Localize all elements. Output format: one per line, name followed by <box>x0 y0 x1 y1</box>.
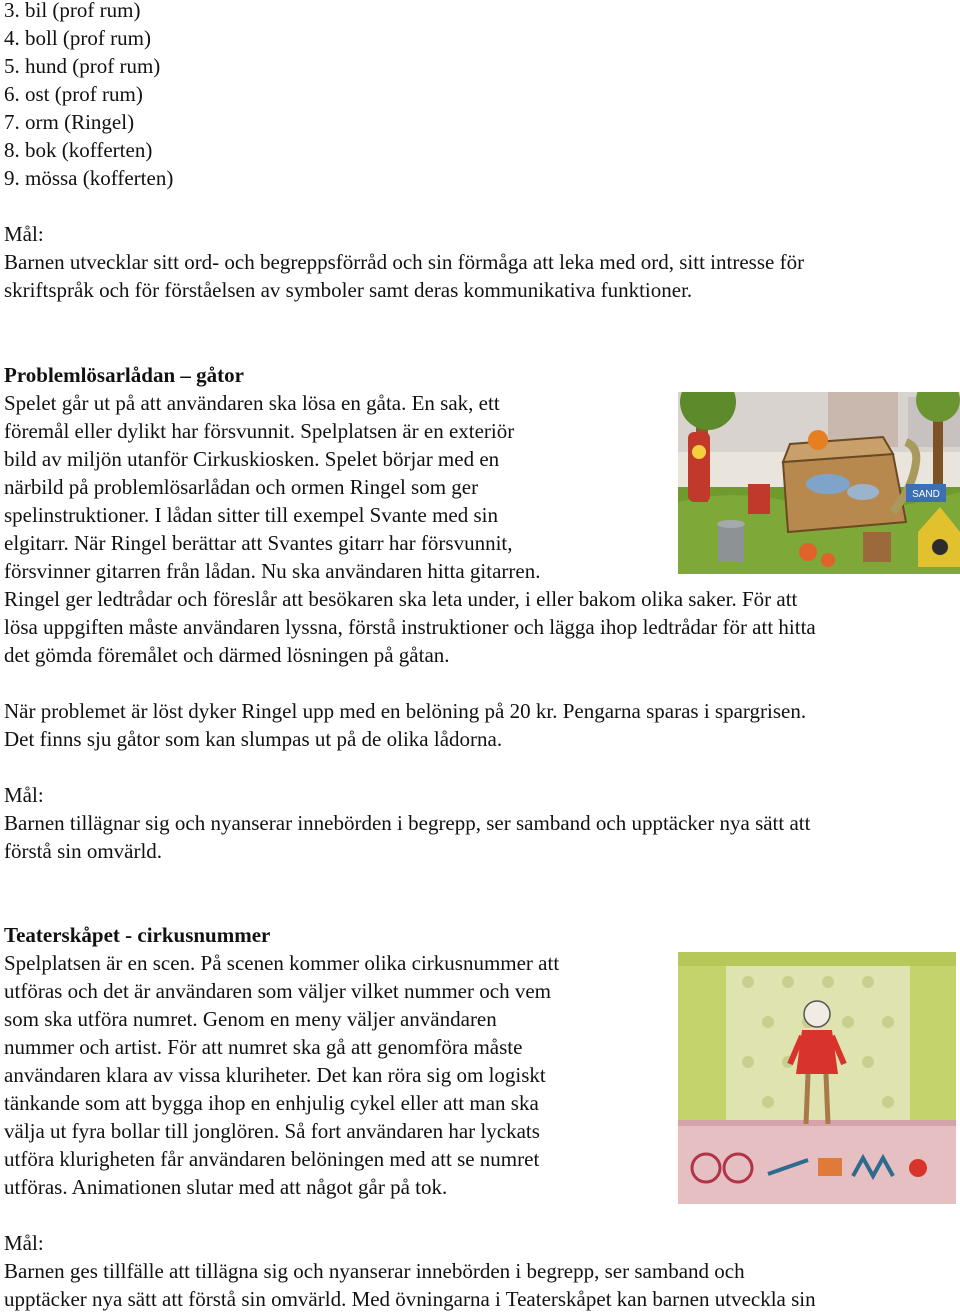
list-item: 3. bil (prof rum) <box>4 0 141 22</box>
paragraph-line: som ska utföra numret. Genom en meny väljer användaren <box>4 1007 497 1031</box>
paragraph-line: förstå sin omvärld. <box>4 839 163 863</box>
paragraph-line: tänkande som att bygga ihop en enhjulig cykel eller att man ska <box>4 1091 539 1115</box>
list-item: 5. hund (prof rum) <box>4 54 161 78</box>
section-title: Teaterskåpet - cirkusnummer <box>4 923 271 947</box>
paragraph-line: utföras. Animationen slutar med att något går på tok. <box>4 1175 448 1199</box>
paragraph-line: lösa uppgiften måste användaren lyssna, förstå instruktioner och lägga ihop ledtrådar för att hitta <box>4 615 816 639</box>
paragraph-line: det gömda föremålet och därmed lösningen på gåtan. <box>4 643 450 667</box>
goal-heading: Mål: <box>4 1231 44 1255</box>
paragraph-line: försvinner gitarren från lådan. Nu ska användaren hitta gitarren. <box>4 559 541 583</box>
list-item: 8. bok (kofferten) <box>4 138 153 162</box>
paragraph-line: utföras och det är användaren som väljer vilket nummer och vem <box>4 979 551 1003</box>
list-item: 7. orm (Ringel) <box>4 110 135 134</box>
paragraph-line: Det finns sju gåtor som kan slumpas ut på de olika lådorna. <box>4 727 503 751</box>
paragraph-line: När problemet är löst dyker Ringel upp med en belöning på 20 kr. Pengarna sparas i spargrisen. <box>4 699 807 723</box>
paragraph-line: välja ut fyra bollar till jonglören. Så fort användaren har lyckats <box>4 1119 540 1143</box>
paragraph-line: utföra klurigheten får användaren belöningen med att se numret <box>4 1147 540 1171</box>
teaterskapet-illustration <box>678 952 956 1204</box>
problemlosarladan-illustration <box>678 392 960 574</box>
list-item: 6. ost (prof rum) <box>4 82 143 106</box>
goal-heading: Mål: <box>4 222 44 246</box>
list-item: 9. mössa (kofferten) <box>4 166 174 190</box>
list-item: 4. boll (prof rum) <box>4 26 151 50</box>
paragraph-line: Barnen tillägnar sig och nyanserar innebörden i begrepp, ser samband och upptäcker nya sätt att <box>4 811 811 835</box>
paragraph-line: skriftspråk och för förståelsen av symboler samt deras kommunikativa funktioner. <box>4 278 693 302</box>
goal-heading: Mål: <box>4 783 44 807</box>
paragraph-line: Ringel ger ledtrådar och föreslår att besökaren ska leta under, i eller bakom olika saker. För att <box>4 587 798 611</box>
paragraph-line: Spelplatsen är en scen. På scenen kommer olika cirkusnummer att <box>4 951 560 975</box>
paragraph-line: föremål eller dylikt har försvunnit. Spelplatsen är en exteriör <box>4 419 515 443</box>
paragraph-line: Spelet går ut på att användaren ska lösa en gåta. En sak, ett <box>4 391 500 415</box>
paragraph-line: Barnen ges tillfälle att tillägna sig och nyanserar innebörden i begrepp, ser samband och <box>4 1259 745 1283</box>
paragraph-line: Barnen utvecklar sitt ord- och begreppsförråd och sin förmåga att leka med ord, sitt intresse för <box>4 250 805 274</box>
paragraph-line: spelinstruktioner. I lådan sitter till exempel Svante med sin <box>4 503 498 527</box>
paragraph-line: upptäcker nya sätt att förstå sin omvärld. Med övningarna i Teaterskåpet kan barnen utveckla sin <box>4 1287 816 1311</box>
paragraph-line: elgitarr. När Ringel berättar att Svantes gitarr har försvunnit, <box>4 531 513 555</box>
paragraph-line: nummer och artist. För att numret ska gå att genomföra måste <box>4 1035 523 1059</box>
paragraph-line: bild av miljön utanför Cirkuskiosken. Spelet börjar med en <box>4 447 500 471</box>
paragraph-line: närbild på problemlösarlådan och ormen Ringel som ger <box>4 475 479 499</box>
paragraph-line: användaren klara av vissa kluriheter. Det kan röra sig om logiskt <box>4 1063 546 1087</box>
section-title: Problemlösarlådan – gåtor <box>4 363 244 387</box>
sand-sign-text: SAND <box>912 489 940 500</box>
